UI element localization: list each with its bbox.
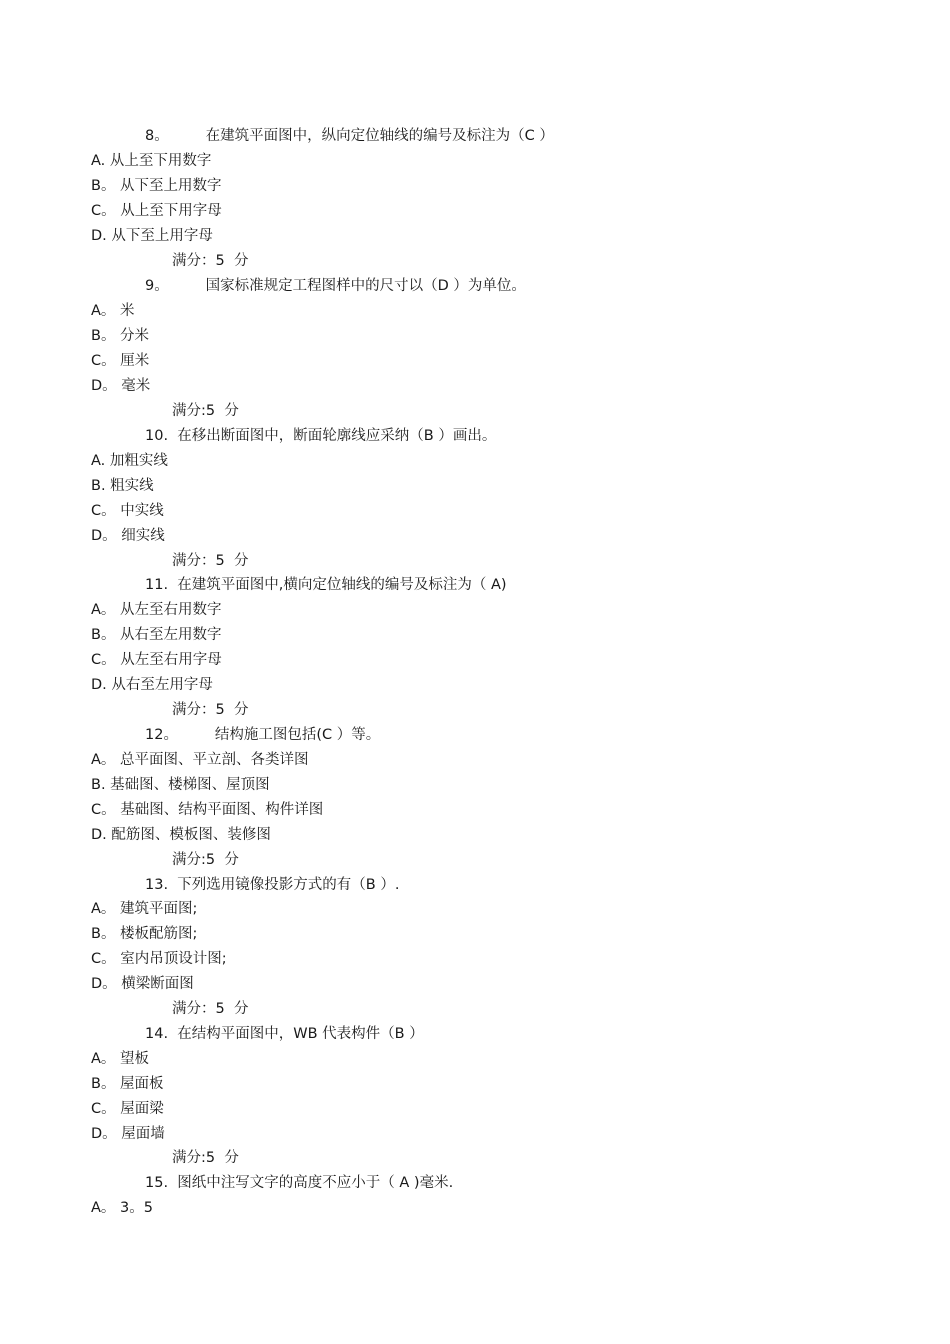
score-line: 满分：5 分 [172, 702, 249, 718]
option: A。 建筑平面图; [91, 901, 198, 917]
option: C。 从上至下用字母 [91, 203, 222, 219]
option: C。 屋面梁 [91, 1101, 164, 1117]
option: A。 望板 [91, 1051, 150, 1067]
option: B。 楼板配筋图; [91, 926, 198, 942]
option: C。 中实线 [91, 503, 164, 519]
score-line: 满分:5 分 [172, 403, 239, 419]
score-line: 满分:5 分 [172, 1150, 239, 1166]
question-stem: 12。 结构施工图包括(C ）等。 [145, 727, 381, 743]
option: B。 从下至上用数字 [91, 178, 222, 194]
option: D。 横梁断面图 [91, 976, 194, 992]
option: A。 总平面图、平立剖、各类详图 [91, 752, 309, 768]
score-line: 满分：5 分 [172, 253, 249, 269]
option: A。 米 [91, 303, 135, 319]
option: D. 从下至上用字母 [91, 228, 213, 244]
option: D。 屋面墙 [91, 1126, 165, 1142]
option: D。 细实线 [91, 528, 165, 544]
question-stem: 8。 在建筑平面图中，纵向定位轴线的编号及标注为（C ） [145, 128, 554, 144]
option: A. 从上至下用数字 [91, 153, 212, 169]
option: C。 从左至右用字母 [91, 652, 222, 668]
question-stem: 10. 在移出断面图中，断面轮廓线应采纳（B ）画出。 [145, 428, 497, 444]
option: C。 厘米 [91, 353, 150, 369]
option: B。 从右至左用数字 [91, 627, 222, 643]
question-stem: 15. 图纸中注写文字的高度不应小于（ A )毫米. [145, 1175, 454, 1191]
option: C。 室内吊顶设计图; [91, 951, 227, 967]
option: C。 基础图、结构平面图、构件详图 [91, 802, 324, 818]
score-line: 满分:5 分 [172, 852, 239, 868]
option: A。 从左至右用数字 [91, 602, 222, 618]
option: B. 基础图、楼梯图、屋顶图 [91, 777, 270, 793]
question-stem: 9。 国家标准规定工程图样中的尺寸以（D ）为单位。 [145, 278, 526, 294]
question-stem: 13. 下列选用镜像投影方式的有（B ）. [145, 877, 400, 893]
option: B。 分米 [91, 328, 150, 344]
score-line: 满分：5 分 [172, 553, 249, 569]
option: D。 毫米 [91, 378, 151, 394]
option: B。 屋面板 [91, 1076, 164, 1092]
question-stem: 11. 在建筑平面图中,横向定位轴线的编号及标注为（ A) [145, 577, 507, 593]
option: D. 从右至左用字母 [91, 677, 213, 693]
score-line: 满分：5 分 [172, 1001, 249, 1017]
option: A. 加粗实线 [91, 453, 168, 469]
question-stem: 14. 在结构平面图中，WB 代表构件（B ） [145, 1026, 424, 1042]
option: A。 3。5 [91, 1200, 153, 1216]
option: B. 粗实线 [91, 478, 154, 494]
option: D. 配筋图、模板图、装修图 [91, 827, 271, 843]
